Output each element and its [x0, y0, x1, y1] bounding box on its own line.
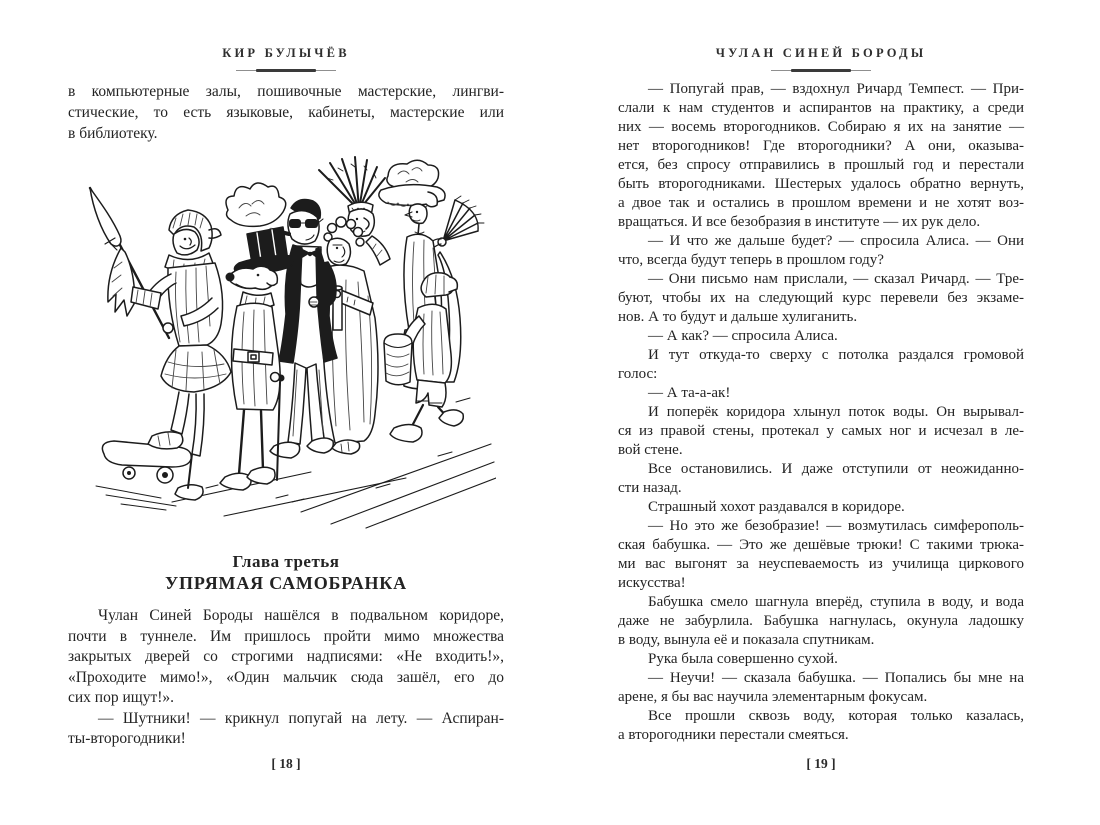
text-line: них — восемь второгодников. Собираю я их на занятие —	[618, 119, 1024, 135]
text-line: сих пор ищут!».	[68, 689, 175, 706]
text-line: Чулан Синей Бороды нашёлся в подвальном коридоре,	[98, 607, 504, 624]
text-line: Все прошли сквозь воду, которая только казалась,	[648, 708, 1024, 724]
chapter-title: УПРЯМАЯ САМОБРАНКА	[165, 573, 407, 593]
text-line: а второгодники перестали смеяться.	[618, 727, 849, 743]
text-line: — А как? — спросила Алиса.	[648, 328, 838, 344]
chapter-kicker: Глава третья	[232, 552, 340, 571]
text-line: слали к нам студентов и аспирантов на практику, а среди	[618, 100, 1024, 116]
text-line: — Неучи! — сказала бабушка. — Попались бы мне на	[648, 670, 1024, 686]
text-line: даже не забурлила. Бабушка нагнулась, окунула ладошку	[618, 613, 1024, 629]
text-line: ется, без спросу отправились в прошлый год и перестали	[618, 157, 1024, 173]
text-line: в воду, вынула её и показала спутникам.	[618, 632, 875, 648]
text-line: что, всегда будут теперь в прошлом году?	[618, 252, 884, 268]
text-line: Бабушка смело шагнула вперёд, ступила в воду, и вода	[648, 594, 1024, 610]
chapter-illustration	[76, 156, 496, 548]
text-line: — Шутники! — крикнул попугай на лету. — Аспиран-	[98, 709, 504, 727]
text-line: стические, то есть языковые, кабинеты, мастерские или	[68, 104, 504, 121]
text-line: закрытых дверей со строгими надписями: «Не входить!»,	[68, 648, 504, 665]
text-line: — А та-а-ак!	[648, 385, 731, 401]
text-line: быть второгодниками. Шестерых удалось обратно вернуть,	[618, 176, 1024, 192]
text-line: вой стене.	[618, 442, 683, 458]
text-line: — Они письмо нам прислали, — сказал Ричард. — Тре-	[648, 271, 1024, 287]
text-line: арене, я бы вас научила элементарным фокусам.	[618, 689, 928, 705]
text-line: ся из правой стены, протекал у самых ног и исчезал в ле-	[618, 423, 1024, 439]
text-line: в библиотеку.	[68, 125, 158, 142]
right-page-body-text	[618, 80, 1024, 745]
text-line: Рука была совершенно сухой.	[648, 651, 838, 667]
text-line: «Проходите мимо!», «Один мальчик сюда зашёл, его до	[68, 668, 504, 686]
text-line: в компьютерные залы, пошивочные мастерские, лингви-	[68, 83, 504, 100]
text-line: — И что же дальше будет? — спросила Алиса. — Они	[648, 233, 1024, 249]
text-line: нет второгодников! Где второгодники? А они, оказыва-	[618, 138, 1024, 154]
header-rule-right	[771, 69, 871, 72]
text-line: ми вас выгонят за неуспеваемость из училища циркового	[618, 556, 1024, 572]
text-line: почти в туннеле. Им пришлось пройти мимо множества	[68, 627, 504, 645]
left-page-body-text	[68, 606, 504, 750]
text-line: нов. А то будут и дальше хулиганить.	[618, 309, 858, 325]
text-line: сти назад.	[618, 480, 682, 496]
header-rule-left	[236, 69, 336, 72]
text-line: Страшный хохот раздавался в коридоре.	[648, 499, 905, 515]
text-line: — Попугай прав, — вздохнул Ричард Темпест. — При-	[648, 81, 1024, 97]
page-number-right: [ 19 ]	[806, 756, 836, 771]
text-line: И поперёк коридора хлынул поток воды. Он вырывал-	[648, 404, 1024, 420]
running-head-right: ЧУЛАН СИНЕЙ БОРОДЫ	[715, 46, 927, 60]
text-line: а двое так и остались в прошлом времени и не хотят воз-	[618, 195, 1024, 211]
text-line: И тут откуда-то сверху с потолка раздался громовой	[648, 347, 1024, 363]
text-line: — Но это же безобразие! — возмутилась симферополь-	[648, 518, 1024, 534]
text-line: вращаться. И все безобразия в институте — их рук дело.	[618, 214, 981, 230]
page-number-left: [ 18 ]	[271, 756, 301, 771]
text-line: Все остановились. И даже отступили от неожиданно-	[648, 461, 1024, 477]
text-line: ты-второгодники!	[68, 730, 186, 747]
text-line: искусства!	[618, 575, 686, 591]
running-head-left: КИР БУЛЫЧЁВ	[222, 46, 350, 60]
left-page-intro-text	[68, 81, 504, 144]
text-line: буют, чтобы их на следующий курс перевели без экзаме-	[618, 290, 1024, 306]
text-line: ская бабушка. — Это же дешёвые трюки! С такими трюка-	[618, 537, 1024, 553]
text-line: голос:	[618, 366, 658, 382]
